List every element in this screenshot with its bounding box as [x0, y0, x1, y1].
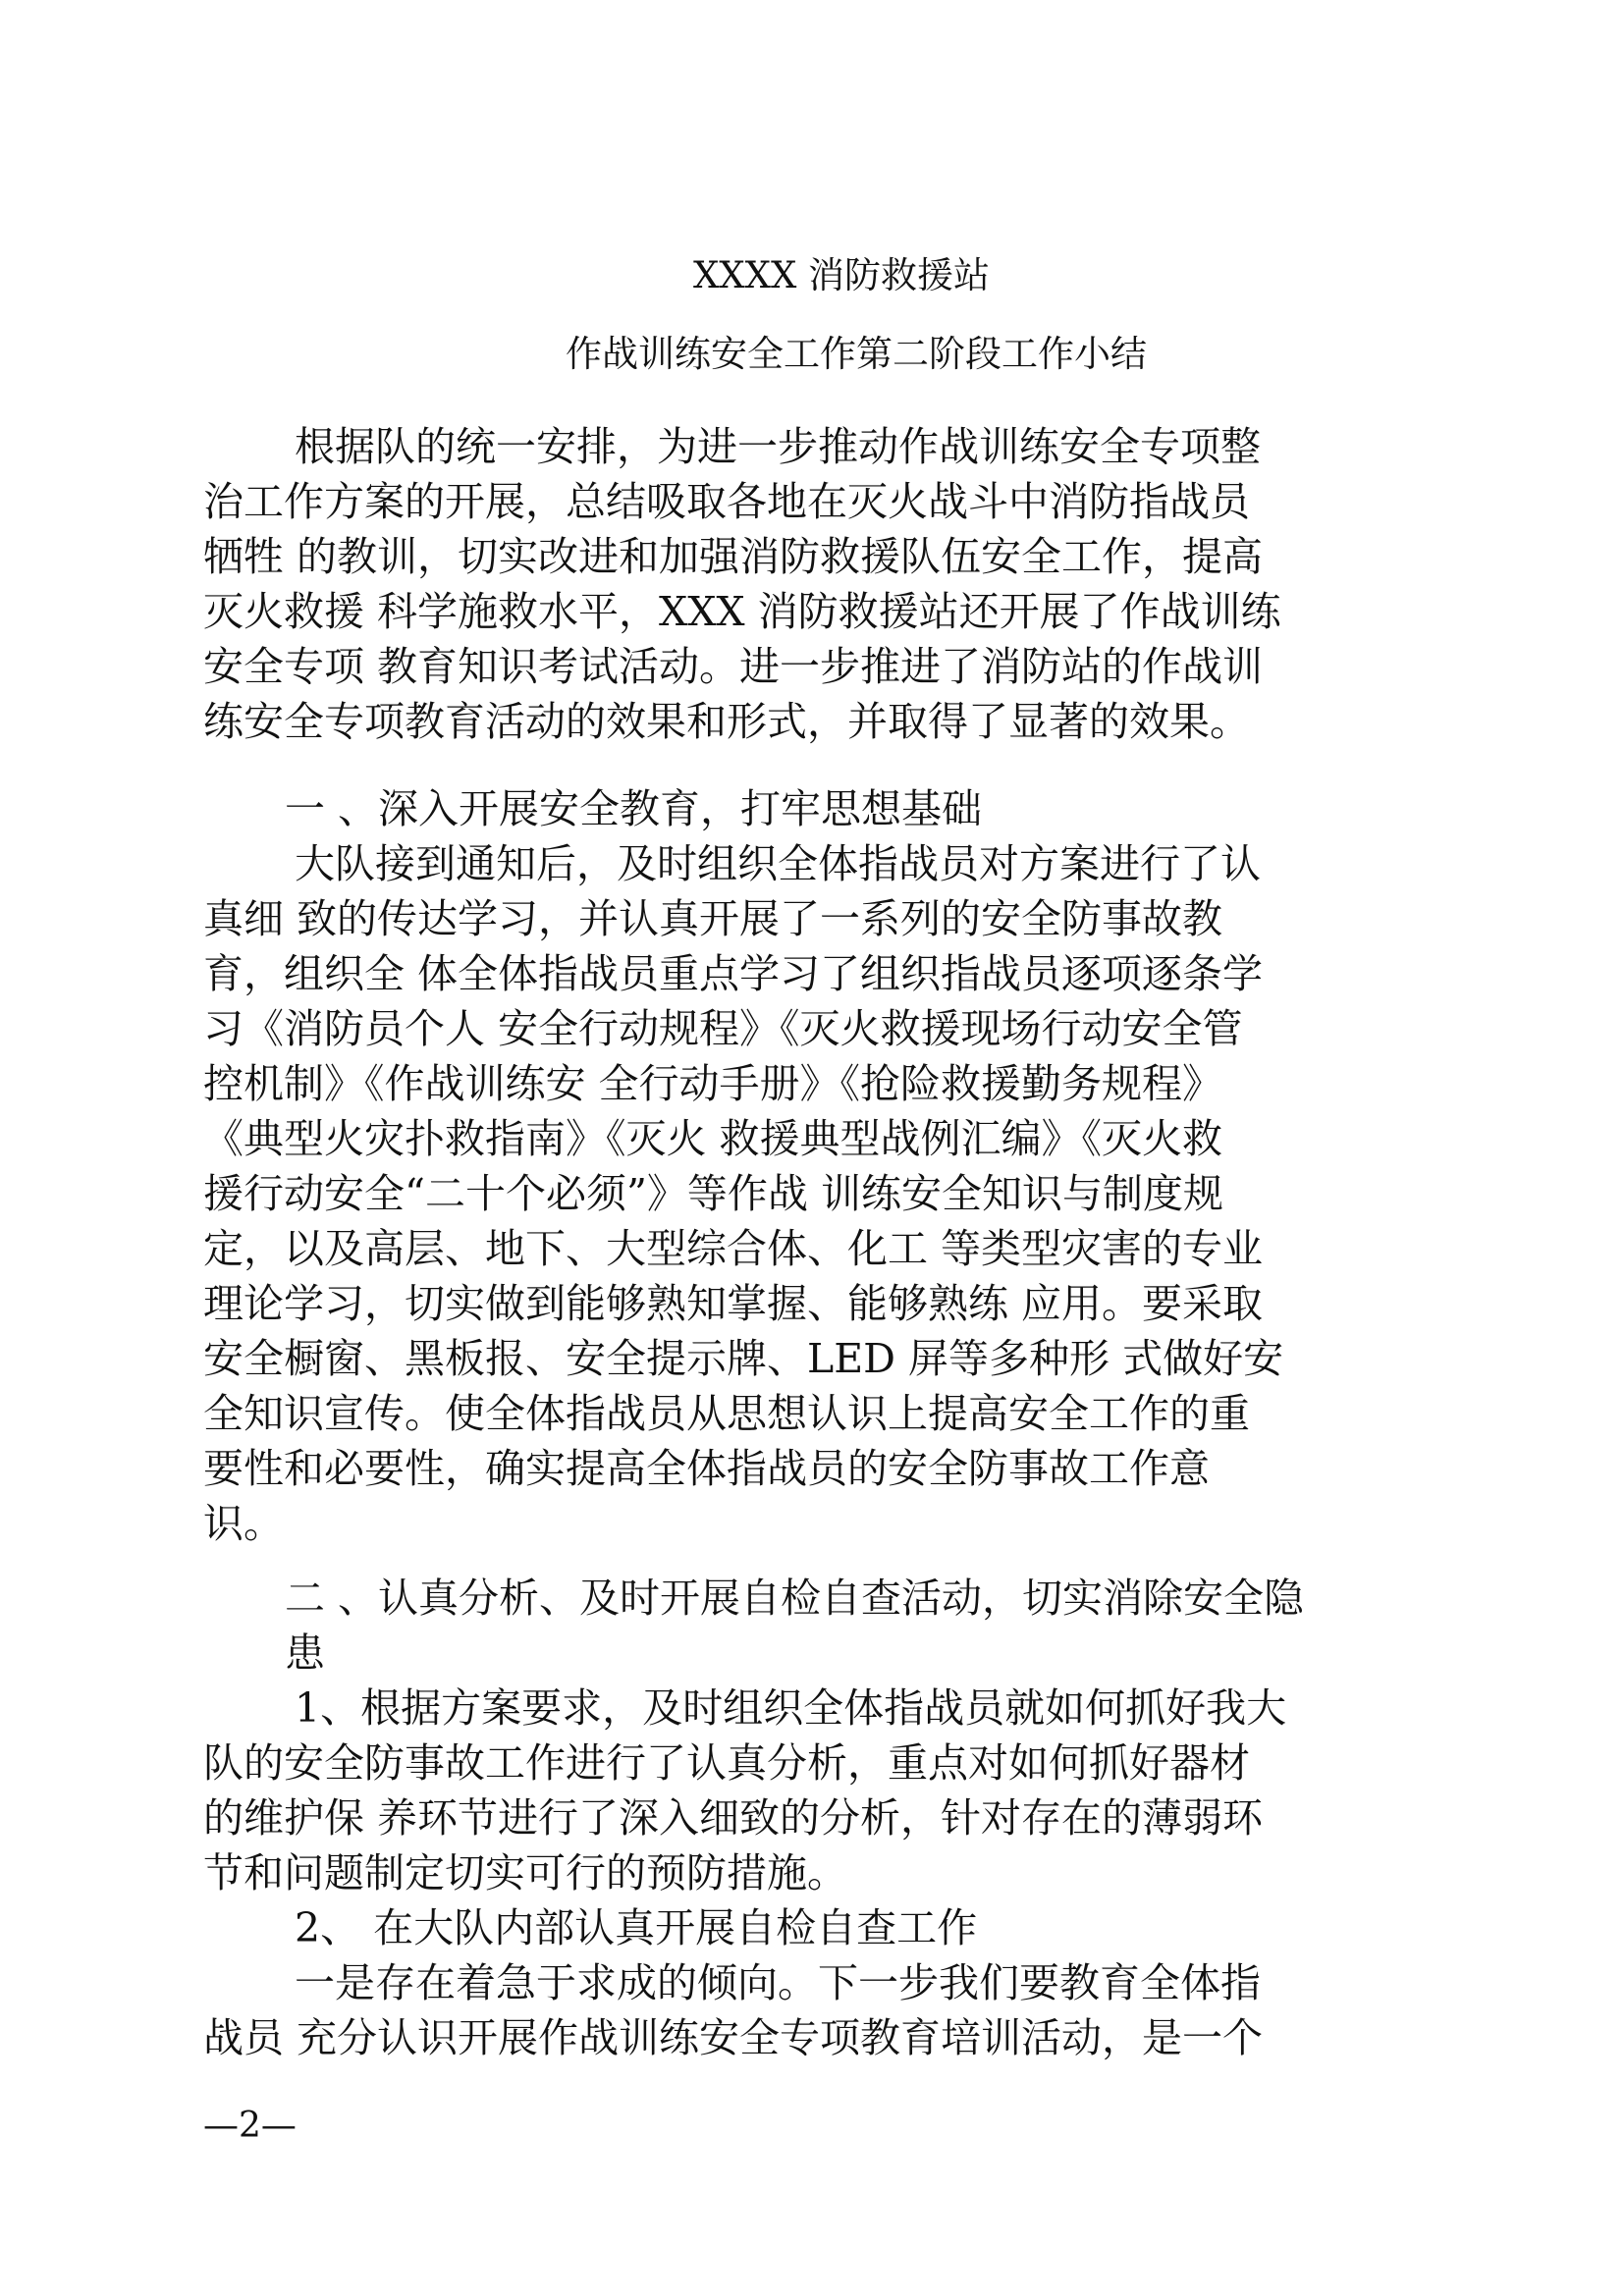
section-1-line: 识。 [203, 1500, 284, 1547]
section-2-item-2-heading: 2、 在大队内部认真开展自检自查工作 [295, 1904, 978, 1951]
paragraph-intro-line: 治工作方案的开展，总结吸取各地在灭火战斗中消防指战员 [203, 478, 1250, 525]
section-1-line: 援行动安全“二十个必须”》等作战 训练安全知识与制度规 [203, 1170, 1223, 1217]
document-title: XXXX 消防救援站 [692, 254, 991, 296]
page-number: —2— [203, 2106, 297, 2146]
section-2-item-2-line: 一是存在着急于求成的倾向。下一步我们要教育全体指 [295, 1959, 1261, 2006]
section-1-line: 要性和必要性，确实提高全体指战员的安全防事故工作意 [203, 1445, 1210, 1492]
section-1-line: 控机制》《作战训练安 全行动手册》《抢险救援勤务规程》 [203, 1060, 1223, 1107]
section-1-line: 定，以及高层、地下、大型综合体、化工 等类型灾害的专业 [203, 1225, 1264, 1272]
section-2-item-1-line: 队的安全防事故工作进行了认真分析，重点对如何抓好器材 [203, 1739, 1250, 1787]
section-1-line: 全知识宣传。使全体指战员从思想认识上提高安全工作的重 [203, 1390, 1250, 1437]
paragraph-intro-line: 根据队的统一安排，为进一步推动作战训练安全专项整 [295, 423, 1261, 470]
section-1-line: 习《消防员个人 安全行动规程》《灭火救援现场行动安全管 [203, 1005, 1243, 1052]
paragraph-intro-line: 灭火救援 科学施救水平，XXX 消防救援站还开展了作战训练 [203, 588, 1281, 635]
section-heading-2-cont: 患 [285, 1629, 325, 1677]
section-1-line: 《典型火灾扑救指南》《灭火 救援典型战例汇编》《灭火救 [203, 1115, 1223, 1162]
document-subtitle: 作战训练安全工作第二阶段工作小结 [566, 333, 1147, 375]
section-1-line: 真细 致的传达学习，并认真开展了一系列的安全防事故教 [203, 895, 1223, 942]
paragraph-intro-line: 牺牲 的教训，切实改进和加强消防救援队伍安全工作，提高 [203, 533, 1264, 580]
section-2-item-2-line: 战员 充分认识开展作战训练安全专项教育培训活动，是一个 [203, 2014, 1264, 2061]
section-2-item-1-line: 的维护保 养环节进行了深入细致的分析，针对存在的薄弱环 [203, 1794, 1264, 1842]
section-1-line: 育，组织全 体全体指战员重点学习了组织指战员逐项逐条学 [203, 950, 1264, 997]
section-2-item-1-line: 节和问题制定切实可行的预防措施。 [203, 1849, 847, 1896]
section-1-line: 理论学习，切实做到能够熟知掌握、能够熟练 应用。要采取 [203, 1280, 1264, 1327]
section-heading-2: 二 、认真分析、及时开展自检自查活动，切实消除安全隐 [285, 1575, 1305, 1622]
section-1-line: 大队接到通知后，及时组织全体指战员对方案进行了认 [295, 840, 1261, 887]
paragraph-intro-line: 练安全专项教育活动的效果和形式，并取得了显著的效果。 [203, 698, 1250, 745]
section-2-item-1-line: 1、根据方案要求，及时组织全体指战员就如何抓好我大 [295, 1684, 1287, 1732]
paragraph-intro-line: 安全专项 教育知识考试活动。进一步推进了消防站的作战训 [203, 643, 1264, 690]
section-heading-1: 一 、深入开展安全教育，打牢思想基础 [285, 785, 983, 832]
section-1-line: 安全橱窗、黑板报、安全提示牌、LED 屏等多种形 式做好安 [203, 1335, 1284, 1382]
